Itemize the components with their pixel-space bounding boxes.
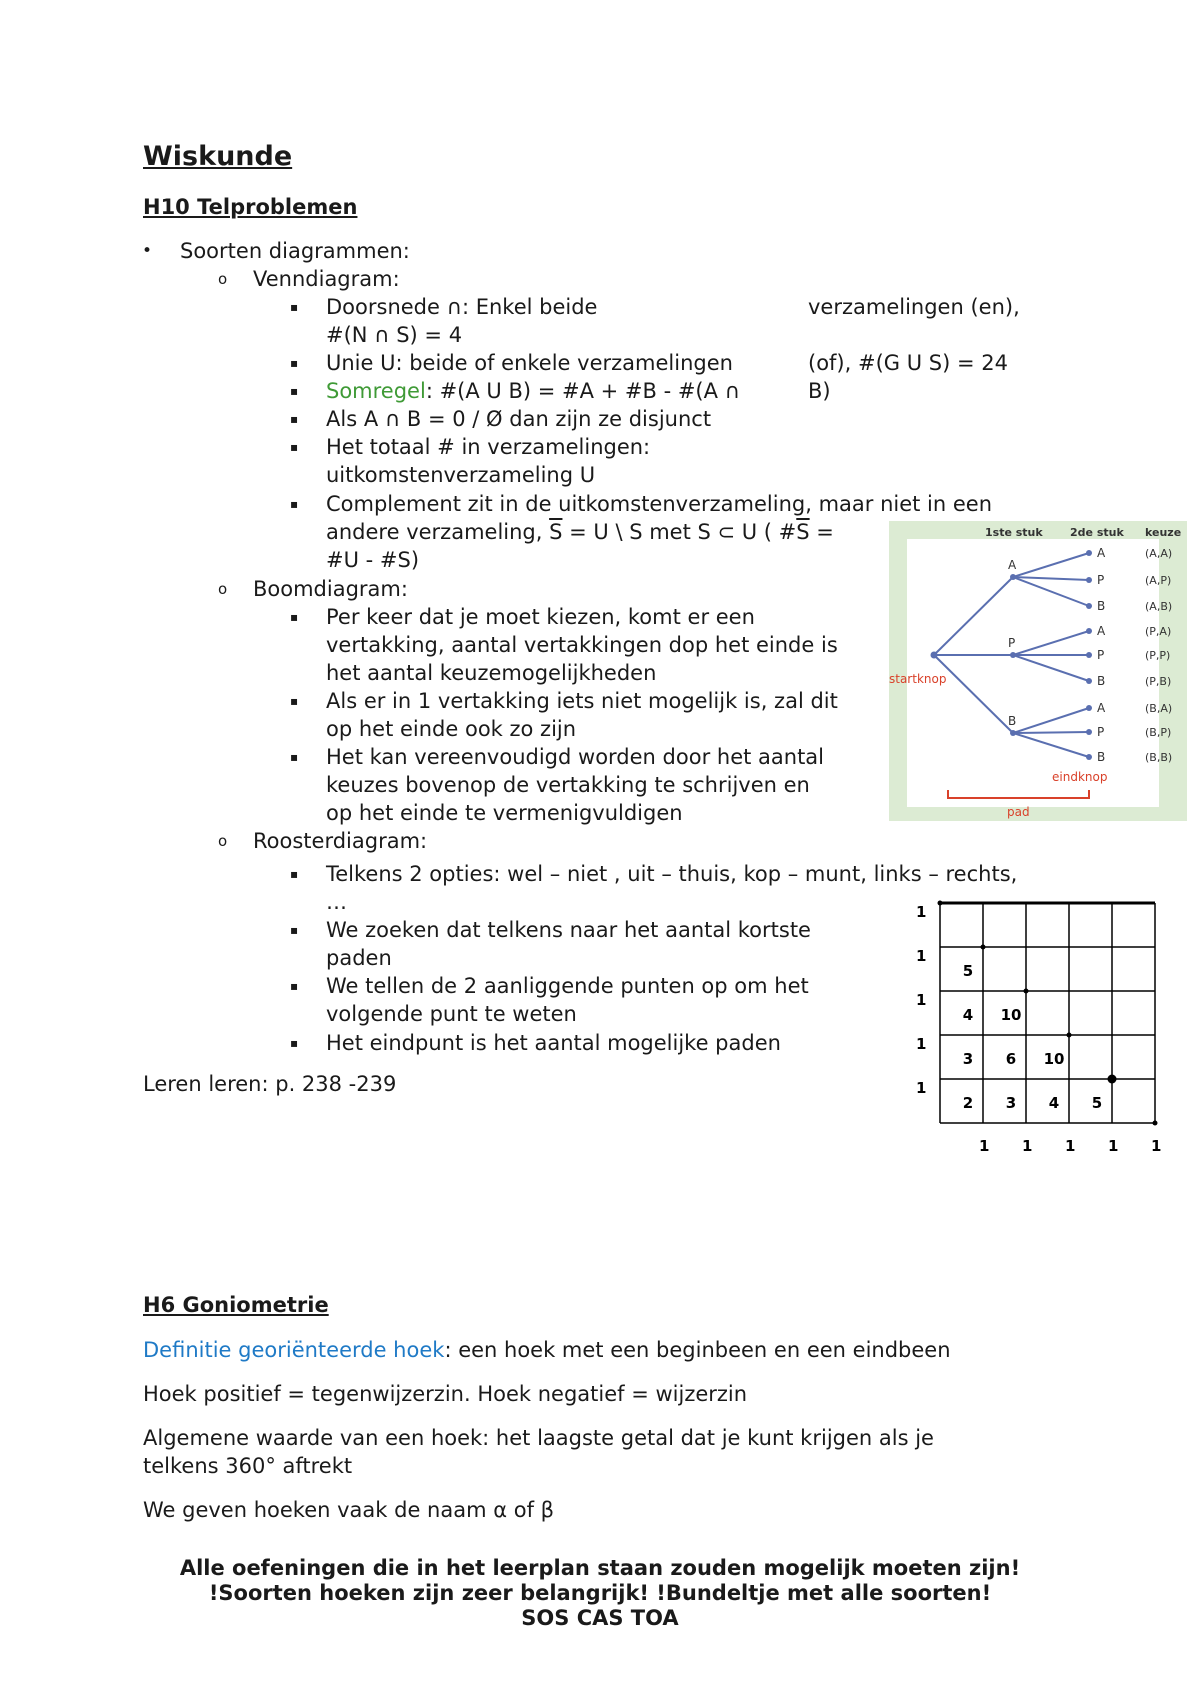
tree-node (1086, 678, 1092, 684)
venn-disjunct: Als A ∩ B = 0 / Ø dan zijn ze disjunct (326, 407, 712, 431)
tree-choice-label: (B,B) (1145, 751, 1173, 764)
lattice-cell-value: 4 (962, 1006, 974, 1024)
boom-item-3b: keuzes bovenop de vertakking te schrijven en (326, 773, 810, 797)
tree-first-label: P (1008, 636, 1016, 650)
tree-second-label: P (1097, 725, 1105, 739)
tree-branch-2 (1013, 732, 1089, 733)
lattice-left-label: 1 (916, 991, 927, 1009)
list-item-rooster: Roosterdiagram: (253, 829, 428, 853)
boom-item-1c: het aantal keuzemogelijkheden (326, 661, 657, 685)
boom-item-3c: op het einde te vermenigvuldigen (326, 801, 683, 825)
rooster-item-2a: We zoeken dat telkens naar het aantal kortste (326, 918, 811, 942)
lattice-cell-value: 10 (1000, 1006, 1022, 1024)
boom-item-3a: Het kan vereenvoudigd worden door het aantal (326, 745, 825, 769)
bullet-square-icon: ▪ (290, 300, 299, 314)
rooster-item-3b: volgende punt te weten (326, 1002, 577, 1026)
bullet-square-icon: ▪ (290, 979, 299, 993)
lattice-point (938, 901, 943, 906)
lattice-left-label: 1 (916, 1035, 927, 1053)
rooster-item-4: Het eindpunt is het aantal mogelijke paden (326, 1031, 781, 1055)
boom-item-2b: op het einde ook zo zijn (326, 717, 577, 741)
tree-choice-label: (B,P) (1145, 726, 1172, 739)
venn-complement-b (326, 518, 834, 546)
bullet-square-icon: ▪ (290, 440, 299, 454)
lattice-cell-value: 4 (1048, 1094, 1060, 1112)
final-note-1: Alle oefeningen die in het leerplan staan zouden mogelijk moeten zijn! (179, 1556, 1021, 1580)
lattice-bottom-label: 1 (1108, 1137, 1119, 1155)
venn-complement-a: Complement zit in de uitkomstenverzameling, maar niet in een (326, 492, 993, 516)
lattice-cell-value: 3 (962, 1050, 974, 1068)
tree-second-label: B (1097, 750, 1106, 764)
lattice-cell-value: 2 (962, 1094, 974, 1112)
lattice-cell-value: 10 (1043, 1050, 1065, 1068)
lattice-cell-value: 5 (962, 962, 974, 980)
venn-somregel-c: B) (808, 379, 831, 403)
tree-choice-label: (P,P) (1145, 649, 1171, 662)
tree-col2-label: 2de stuk (1070, 526, 1124, 539)
lattice-diagram (900, 885, 1170, 1155)
h6-definitie (143, 1336, 951, 1364)
tree-col3-label: keuze (1145, 526, 1182, 539)
boom-item-1a: Per keer dat je moet kiezen, komt er een (326, 605, 755, 629)
bullet-square-icon: ▪ (290, 867, 299, 881)
tree-diagram (889, 521, 1187, 821)
venn-totaal-b: uitkomstenverzameling U (326, 463, 596, 487)
list-item-boom: Boomdiagram: (253, 577, 408, 601)
section-heading-h10: H10 Telproblemen (143, 195, 358, 219)
lattice-left-label: 1 (916, 947, 927, 965)
lattice-cell-value: 3 (1005, 1094, 1017, 1112)
tree-node (1086, 577, 1092, 583)
bullet-square-icon: ▪ (290, 610, 299, 624)
tree-second-label: A (1097, 701, 1106, 715)
venn-doorsnede-b: verzamelingen (en), (808, 295, 1020, 319)
lattice-labels (916, 903, 1161, 1155)
tree-col1-label: 1ste stuk (985, 526, 1043, 539)
lattice-cell-value: 5 (1091, 1094, 1103, 1112)
tree-first-label: A (1008, 558, 1017, 572)
bullet-square-icon: ▪ (290, 1036, 299, 1050)
tree-second-label: B (1097, 674, 1106, 688)
tree-second-label: A (1097, 624, 1106, 638)
tree-node (1086, 603, 1092, 609)
rooster-item-1a: Telkens 2 opties: wel – niet , uit – thuis, kop – munt, links – rechts, (326, 862, 1018, 886)
venn-totaal-a: Het totaal # in verzamelingen: (326, 435, 651, 459)
venn-unie-b: (of), #(G U S) = 24 (808, 351, 1008, 375)
tree-path-label: pad (1007, 805, 1030, 819)
section-heading-h6: H6 Goniometrie (143, 1293, 329, 1317)
leren-leren: Leren leren: p. 238 -239 (143, 1072, 397, 1096)
boom-item-2a: Als er in 1 vertakking iets niet mogelijk is, zal dit (326, 689, 838, 713)
tree-second-label: P (1097, 573, 1105, 587)
bullet-circle-icon: o (218, 580, 228, 598)
tree-choice-label: (A,P) (1145, 574, 1172, 587)
boom-item-1b: vertakking, aantal vertakkingen dop het einde is (326, 633, 838, 657)
tree-node (1086, 628, 1092, 634)
tree-root-node (931, 652, 938, 659)
bullet-disc-icon: • (142, 241, 153, 261)
tree-end-label: eindknop (1052, 770, 1108, 784)
venn-complement-c: #U - #S) (326, 548, 420, 572)
somregel-formula: : #(A U B) = #A + #B - #(A ∩ (425, 379, 741, 403)
lattice-bottom-label: 1 (1065, 1137, 1076, 1155)
tree-second-label: A (1097, 546, 1106, 560)
tree-node (1086, 705, 1092, 711)
lattice-cell-value: 6 (1005, 1050, 1017, 1068)
lattice-point (1024, 989, 1029, 994)
tree-second-label: B (1097, 599, 1106, 613)
bullet-square-icon: ▪ (290, 356, 299, 370)
tree-node (1086, 754, 1092, 760)
tree-first-label: B (1008, 714, 1017, 728)
rooster-item-2b: paden (326, 946, 392, 970)
tree-choice-label: (P,A) (1145, 625, 1172, 638)
h6-hoek-richting: Hoek positief = tegenwijzerzin. Hoek negatief = wijzerzin (143, 1382, 748, 1406)
somregel-term: Somregel (326, 379, 426, 403)
lattice-bottom-label: 1 (979, 1137, 990, 1155)
lattice-left-label: 1 (916, 1079, 927, 1097)
definitie-text: : een hoek met een beginbeen en een eindbeen (444, 1338, 951, 1362)
lattice-bottom-label: 1 (1151, 1137, 1162, 1155)
bullet-circle-icon: o (218, 832, 228, 850)
list-item-venn: Venndiagram: (253, 267, 400, 291)
bullet-square-icon: ▪ (290, 750, 299, 764)
rooster-item-3a: We tellen de 2 aanliggende punten op om het (326, 974, 809, 998)
venn-unie-a: Unie U: beide of enkele verzamelingen (326, 351, 733, 375)
bullet-square-icon: ▪ (290, 384, 299, 398)
complement-text-3: = (809, 520, 834, 544)
tree-node (1086, 729, 1092, 735)
final-note-2: !Soorten hoeken zijn zeer belangrijk! !Bundeltje met alle soorten! (208, 1581, 992, 1605)
complement-s-bar: $\overline{S}$ (549, 520, 563, 544)
lattice-point (1067, 1033, 1072, 1038)
complement-text-2: = U \ S met S ⊂ U ( # (562, 520, 797, 544)
h6-algemene-waarde-a: Algemene waarde van een hoek: het laagste getal dat je kunt krijgen als je (143, 1426, 934, 1450)
venn-somregel (326, 377, 740, 405)
lattice-left-label: 1 (916, 903, 927, 921)
lattice-point (1153, 1121, 1158, 1126)
h6-naam: We geven hoeken vaak de naam α of β (143, 1498, 555, 1522)
tree-node (1086, 652, 1092, 658)
definitie-term: Definitie georiënteerde hoek (143, 1338, 445, 1362)
tree-start-label: startknop (889, 672, 947, 686)
tree-choice-label: (A,A) (1145, 547, 1173, 560)
tree-choice-label: (A,B) (1145, 600, 1173, 613)
lattice-bottom-label: 1 (1022, 1137, 1033, 1155)
tree-node (1086, 550, 1092, 556)
document-title: Wiskunde (143, 141, 293, 172)
list-item-soorten: Soorten diagrammen: (180, 239, 410, 263)
venn-doorsnede-a: Doorsnede ∩: Enkel beide (326, 295, 598, 319)
complement-text-1: andere verzameling, (326, 520, 550, 544)
h6-algemene-waarde-b: telkens 360° aftrekt (143, 1454, 353, 1478)
bullet-square-icon: ▪ (290, 694, 299, 708)
bullet-square-icon: ▪ (290, 412, 299, 426)
tree-second-label: P (1097, 648, 1105, 662)
lattice-point (981, 945, 986, 950)
tree-choice-label: (B,A) (1145, 702, 1173, 715)
rooster-item-1b: … (326, 890, 347, 914)
bullet-square-icon: ▪ (290, 497, 299, 511)
bullet-circle-icon: o (218, 270, 228, 288)
complement-s-bar-2: $\overline{S}$ (796, 520, 810, 544)
bullet-square-icon: ▪ (290, 923, 299, 937)
lattice-point (1108, 1075, 1117, 1084)
tree-choice-label: (P,B) (1145, 675, 1172, 688)
final-note-3: SOS CAS TOA (521, 1606, 679, 1630)
venn-doorsnede-c: #(N ∩ S) = 4 (326, 323, 463, 347)
